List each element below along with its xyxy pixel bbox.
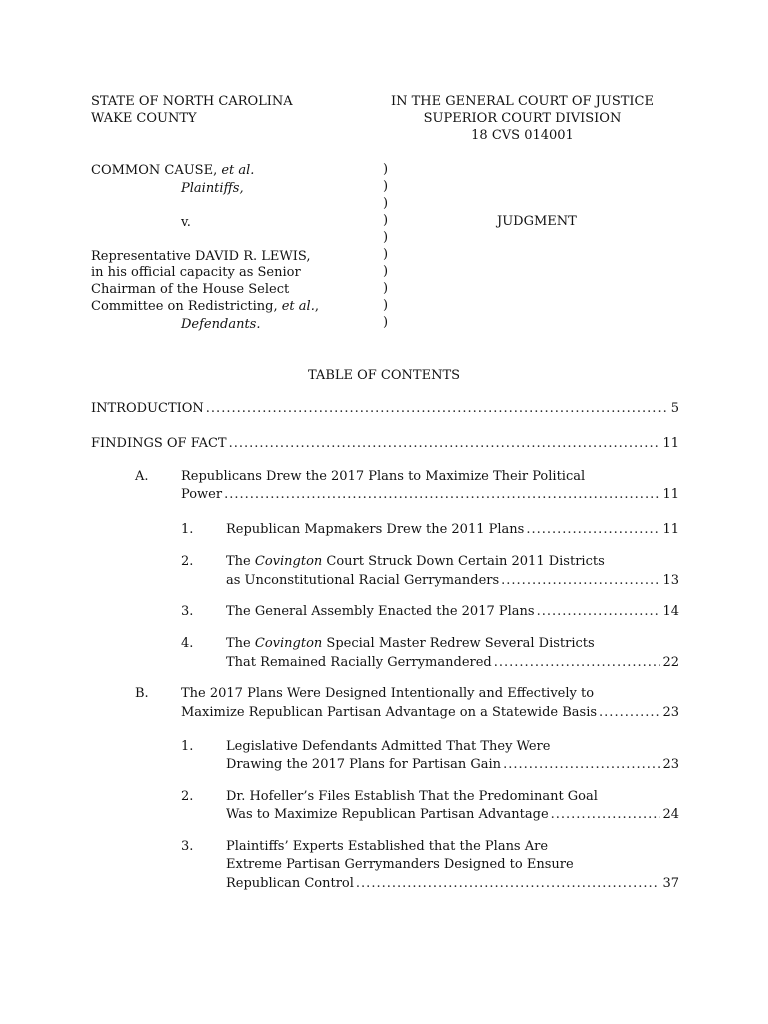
defendant-line: Chairman of the House Select [91, 282, 290, 297]
item-last-line: as Unconstitutional Racial Gerrymanders ..... 13 [226, 573, 679, 588]
defendant-line: Representative DAVID R. LEWIS, [91, 249, 311, 264]
paren: ) [383, 298, 389, 313]
paren: ) [383, 196, 389, 211]
section-title-last-line: Maximize Republican Partisan Advantage on a Statewide Basis ..... 23 [181, 705, 679, 720]
item-last-line: Drawing the 2017 Plans for Partisan Gain ..... 23 [226, 757, 679, 772]
paren: ) [383, 315, 389, 330]
paren: ) [383, 213, 389, 228]
county-name: WAKE COUNTY [91, 111, 197, 126]
paren: ) [383, 247, 389, 262]
plaintiffs-label: Plaintiffs, [181, 181, 244, 196]
state-name: STATE OF NORTH CAROLINA [91, 94, 293, 109]
item-line: Legislative Defendants Admitted That They Were [226, 739, 551, 754]
plaintiff-name: COMMON CAUSE, et al. [91, 163, 255, 178]
page-number: 24 [662, 807, 679, 822]
toc-heading: TABLE OF CONTENTS [307, 368, 461, 383]
page-number: 11 [662, 436, 679, 451]
item-line: Republican Mapmakers Drew the 2011 Plans ..... 11 [226, 522, 679, 537]
item-last-line: Was to Maximize Republican Partisan Advantage ..... 24 [226, 807, 679, 822]
paren: ) [383, 264, 389, 279]
versus-label: v. [181, 215, 191, 230]
case-number: 18 CVS 014001 [471, 128, 574, 143]
section-label: B. [135, 686, 149, 701]
page-number: 13 [662, 573, 679, 588]
item-line: The General Assembly Enacted the 2017 Plans ..... 14 [226, 604, 679, 619]
toc-entry-introduction[interactable]: INTRODUCTION ..... 5 [91, 401, 679, 416]
item-number: 2. [181, 554, 194, 569]
toc-entry-findings-of-fact[interactable]: FINDINGS OF FACT ..... 11 [91, 436, 679, 451]
item-number: 4. [181, 636, 194, 651]
item-number: 2. [181, 789, 194, 804]
page-number: 37 [662, 876, 679, 891]
item-number: 3. [181, 839, 194, 854]
document-type: JUDGMENT [497, 214, 577, 229]
item-number: 1. [181, 739, 194, 754]
page-number: 5 [670, 401, 679, 416]
court-name: IN THE GENERAL COURT OF JUSTICE [390, 94, 654, 109]
defendants-label: Defendants. [181, 317, 261, 332]
paren: ) [383, 179, 389, 194]
defendant-line: Committee on Redistricting, et al., [91, 299, 319, 314]
item-number: 3. [181, 604, 194, 619]
item-line: Extreme Partisan Gerrymanders Designed to Ensure [226, 857, 574, 872]
page-number: 14 [662, 604, 679, 619]
page-number: 22 [662, 655, 679, 670]
section-title-line: The 2017 Plans Were Designed Intentionally and Effectively to [181, 686, 595, 701]
section-title-line: Republicans Drew the 2017 Plans to Maximize Their Political [181, 469, 586, 484]
paren: ) [383, 281, 389, 296]
item-line: Plaintiffs’ Experts Established that the Plans Are [226, 839, 549, 854]
item-number: 1. [181, 522, 194, 537]
section-title-last-line: Power ..... 11 [181, 487, 679, 502]
page-number: 23 [662, 757, 679, 772]
court-division: SUPERIOR COURT DIVISION [423, 111, 622, 126]
paren: ) [383, 162, 389, 177]
page-number: 23 [662, 705, 679, 720]
item-last-line: That Remained Racially Gerrymandered ..... 22 [226, 655, 679, 670]
item-line: The Covington Court Struck Down Certain 2011 Districts [226, 554, 605, 569]
page-number: 11 [662, 522, 679, 537]
item-line: Dr. Hofeller’s Files Establish That the Predominant Goal [226, 789, 598, 804]
paren: ) [383, 230, 389, 245]
item-line: The Covington Special Master Redrew Several Districts [226, 636, 595, 651]
page-number: 11 [662, 487, 679, 502]
defendant-line: in his official capacity as Senior [91, 265, 301, 280]
section-label: A. [135, 469, 149, 484]
item-last-line: Republican Control ..... 37 [226, 876, 679, 891]
